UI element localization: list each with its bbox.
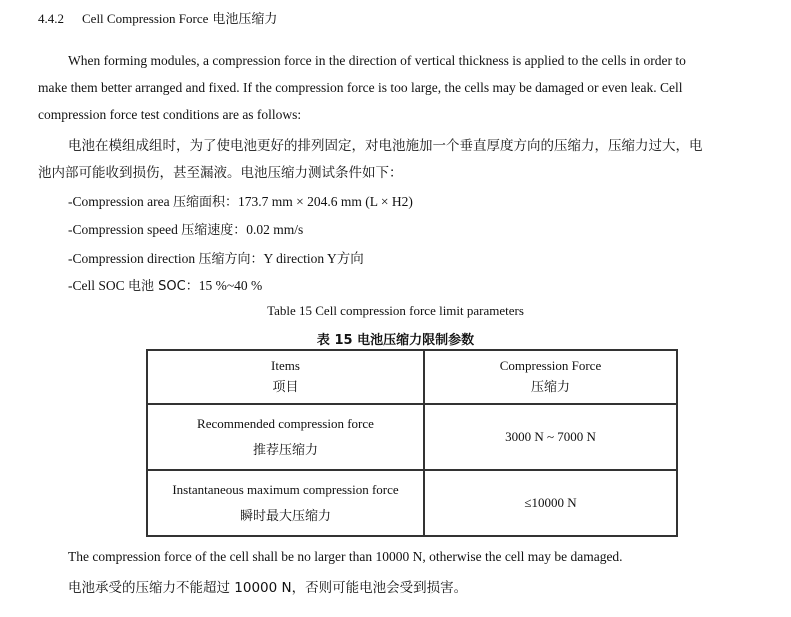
intro-en-line-2: make them better arranged and fixed. If the compression force is too large, the cells may be damaged or even leak. Cell: [38, 80, 683, 95]
condition-value: 0.02 mm/s: [246, 222, 304, 237]
condition-label-cn: 压缩速度：: [181, 223, 247, 238]
intro-cn-line-1: 电池在模组成组时，为了使电池更好的排列固定，对电池施加一个垂直厚度方向的压缩力，压缩力过大，电: [68, 138, 703, 154]
condition-area: [68, 191, 413, 210]
table-row: [147, 404, 677, 470]
section-heading: [38, 8, 277, 27]
condition-value: 173.7 mm × 204.6 mm (L × H2): [237, 194, 413, 209]
intro-en-line-3: compression force test conditions are as follows:: [38, 107, 302, 122]
condition-value: 15 %~40 %: [198, 278, 263, 293]
header-items-cell: [147, 350, 424, 404]
compression-force-table: [146, 349, 678, 537]
header-force-cn: 压缩力: [530, 380, 570, 395]
conclusion-cn: 电池承受的压缩力不能超过 10000 N，否则可能电池会受到损害。: [68, 580, 468, 596]
condition-label-cn: 压缩面积：: [172, 195, 238, 210]
table-caption-cn: 表 15 电池压缩力限制参数: [316, 333, 475, 348]
condition-direction: [68, 247, 364, 267]
item-cn: 推荐压缩力: [252, 442, 318, 458]
condition-label-cn: 电池 SOC：: [128, 279, 199, 294]
item-cn: 瞬时最大压缩力: [239, 508, 331, 524]
condition-label-en: -Compression direction: [68, 251, 196, 266]
condition-value: Y direction Y方向: [263, 251, 364, 266]
table-header-row: [147, 350, 677, 404]
value-cell: ≤10000 N: [424, 470, 677, 536]
table-row: [147, 470, 677, 536]
section-title-cn: 电池压缩力: [212, 12, 278, 27]
condition-label-en: -Compression speed: [68, 222, 178, 237]
item-en: Instantaneous maximum compression force: [172, 481, 399, 497]
item-cell: [147, 404, 424, 470]
item-en: Recommended compression force: [197, 415, 374, 431]
section-title-en: Cell Compression Force: [82, 11, 209, 26]
condition-soc: [68, 275, 262, 294]
condition-speed: [68, 219, 303, 238]
intro-en-line-1: When forming modules, a compression force in the direction of vertical thickness is applied to the cells in order to: [68, 53, 686, 68]
condition-label-en: -Cell SOC: [68, 278, 125, 293]
header-force-cell: [424, 350, 677, 404]
value-cell: 3000 N ~ 7000 N: [424, 404, 677, 470]
header-force-en: Compression Force: [499, 358, 602, 373]
header-items-cn: 项目: [272, 380, 299, 395]
section-number: 4.4.2: [38, 11, 64, 26]
table-caption-en: Table 15 Cell compression force limit parameters: [267, 303, 524, 318]
condition-label-cn: 压缩方向：: [198, 252, 264, 267]
intro-cn-line-2: 池内部可能收到损伤，甚至漏液。电池压缩力测试条件如下：: [38, 165, 403, 181]
condition-label-en: -Compression area: [68, 194, 170, 209]
item-cell: [147, 470, 424, 536]
conclusion-en: The compression force of the cell shall be no larger than 10000 N, otherwise the cell may be damaged.: [68, 549, 623, 564]
header-items-en: Items: [271, 358, 300, 373]
